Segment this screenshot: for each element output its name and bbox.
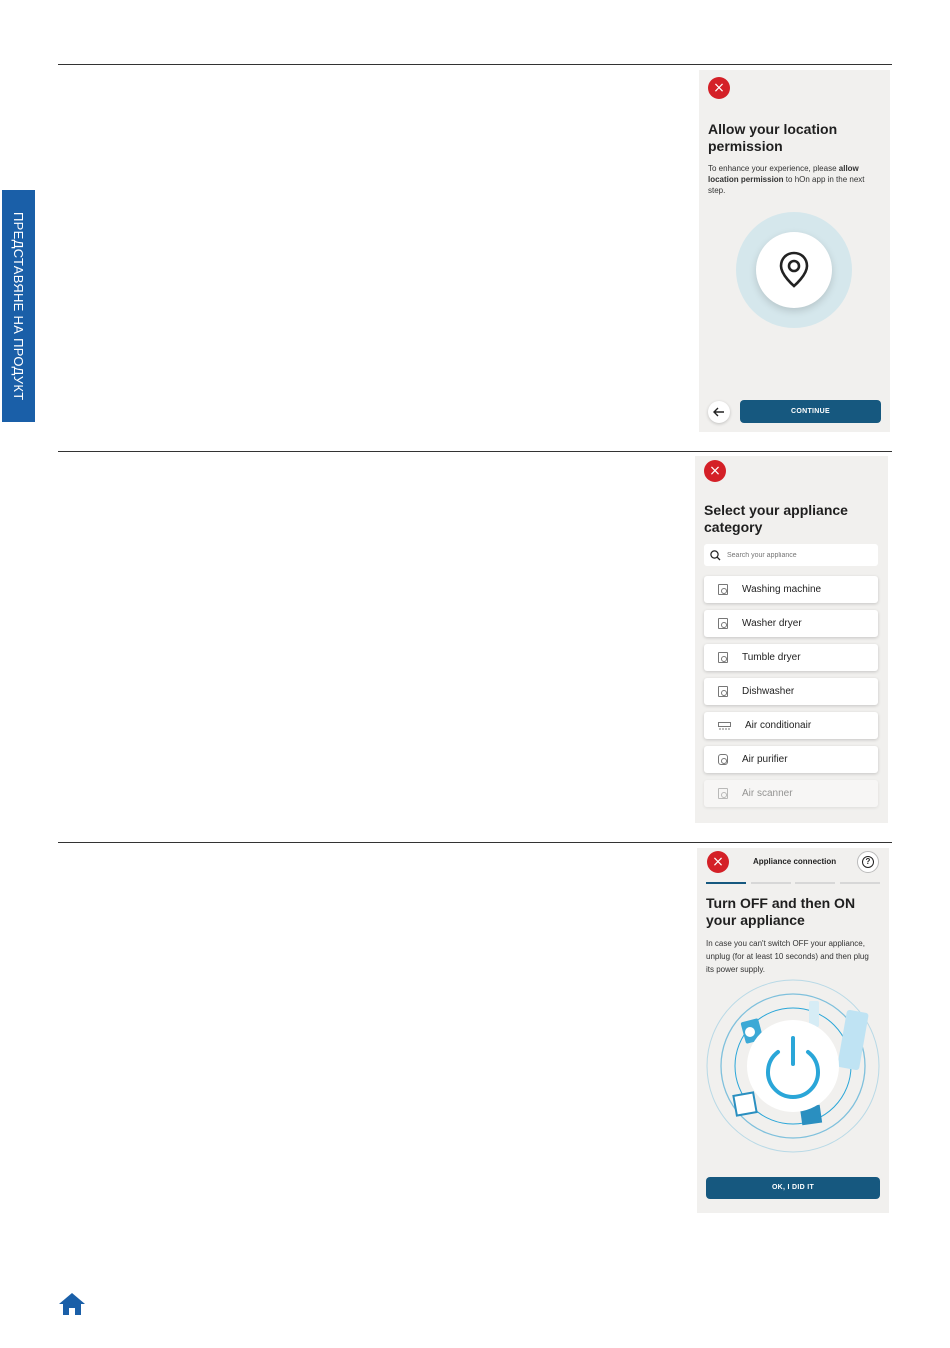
category-washing-machine[interactable] [704, 576, 878, 603]
category-washer-dryer[interactable] [704, 610, 878, 637]
divider-middle [58, 451, 892, 452]
category-tumble-dryer[interactable] [704, 644, 878, 671]
search-input[interactable] [727, 552, 867, 559]
air-conditioner-icon [718, 722, 731, 730]
washer-dryer-icon [718, 618, 728, 629]
help-button[interactable] [857, 851, 879, 873]
category-label: Tumble dryer [742, 652, 801, 663]
close-icon[interactable]: × [704, 460, 726, 482]
divider-bottom [58, 842, 892, 843]
category-label: Washing machine [742, 584, 822, 595]
progress-step-2 [751, 882, 791, 884]
progress-step-1 [706, 882, 746, 884]
category-label: Air scanner [742, 788, 793, 799]
screen-appliance-category [695, 456, 888, 823]
header-title: Appliance connection [753, 857, 837, 866]
category-label: Washer dryer [742, 618, 802, 629]
section-side-tab [2, 190, 35, 422]
category-air-purifier[interactable] [704, 746, 878, 773]
category-air-scanner[interactable] [704, 780, 878, 807]
search-icon [710, 550, 721, 561]
category-air-conditioner[interactable] [704, 712, 878, 739]
permission-description: To enhance your experience, please allow location permission to hOn app in the next step. [708, 164, 865, 195]
screen-appliance-connection [697, 848, 889, 1213]
instruction-text: In case you can't switch OFF your appliance, unplug (for at least 10 seconds) and then plug its power supply. [706, 939, 869, 974]
category-dishwasher[interactable] [704, 678, 878, 705]
appliances-illustration [697, 976, 889, 1176]
page-title: Allow your location permission [708, 121, 838, 154]
air-purifier-icon [718, 754, 728, 765]
page-title: Select your appliance category [704, 502, 848, 535]
category-label: Air conditionair [745, 720, 812, 731]
back-button[interactable] [708, 401, 730, 423]
category-list [704, 576, 878, 814]
screen-location-permission [699, 70, 890, 432]
arrow-left-icon [713, 407, 725, 417]
side-tab-label: ПРЕДСТАВЯНЕ НА ПРОДУКТ [11, 211, 26, 401]
close-icon[interactable]: × [708, 77, 730, 99]
progress-step-3 [795, 882, 835, 884]
ok-i-did-it-button[interactable]: OK, I DID IT [706, 1177, 880, 1199]
location-pin-icon [756, 232, 832, 308]
close-icon[interactable]: × [707, 851, 729, 873]
air-scanner-icon [718, 788, 728, 799]
category-label: Air purifier [742, 754, 788, 765]
divider-top [58, 64, 892, 65]
help-icon: ? [862, 856, 874, 868]
continue-button[interactable]: CONTINUE [740, 400, 881, 423]
progress-step-4 [840, 882, 880, 884]
washing-machine-icon [718, 584, 728, 595]
page-title: Turn OFF and then ON your appliance [706, 895, 856, 928]
tumble-dryer-icon [718, 652, 728, 663]
search-field[interactable] [704, 544, 878, 566]
category-label: Dishwasher [742, 686, 795, 697]
home-icon[interactable] [58, 1292, 86, 1316]
dishwasher-icon [718, 686, 728, 697]
